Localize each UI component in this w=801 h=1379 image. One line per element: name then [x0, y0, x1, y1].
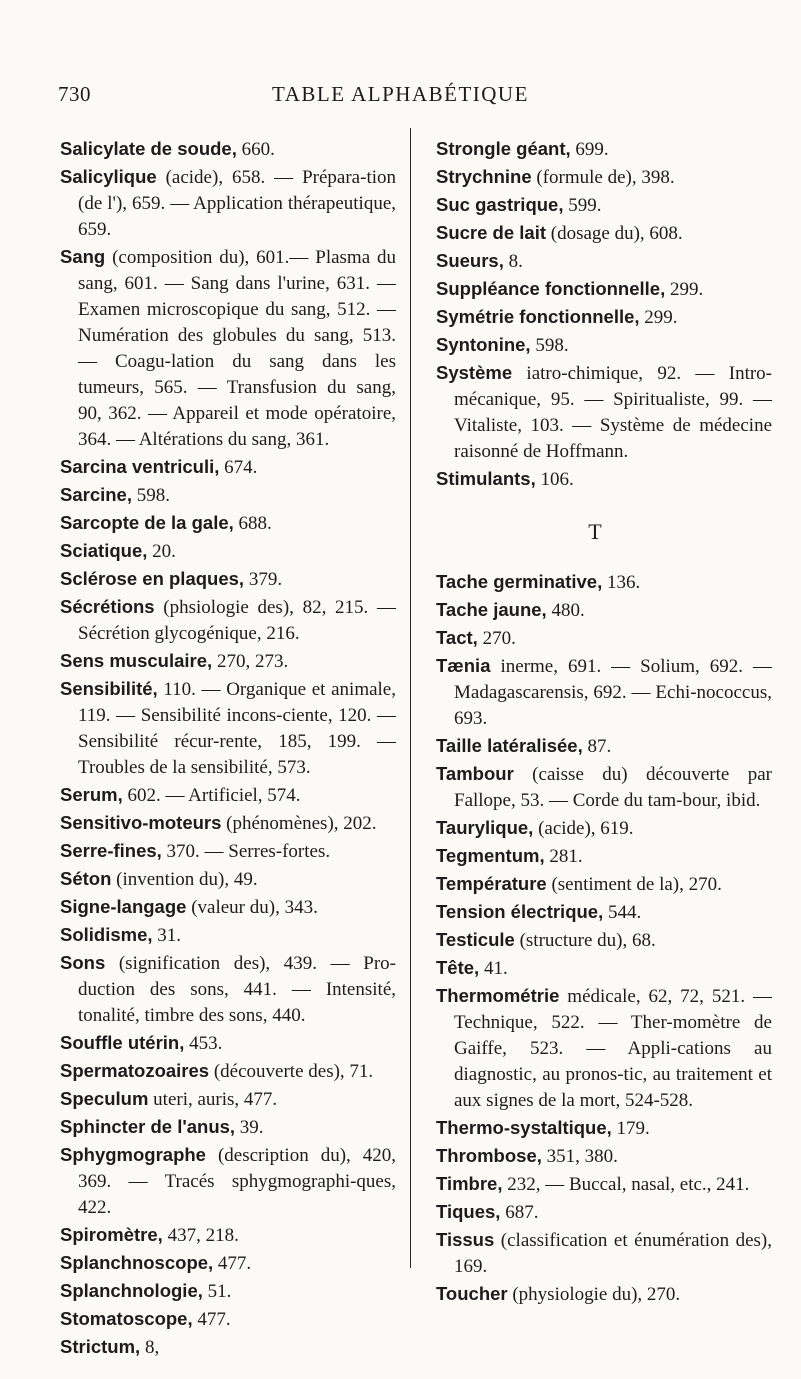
index-entry	[436, 192, 772, 219]
index-entry	[436, 304, 772, 331]
entry-text: (sentiment de la), 270.	[546, 874, 722, 895]
entry-headword: Sons	[60, 952, 106, 973]
entry-text: 136.	[602, 572, 641, 593]
entry-headword: Syntonine,	[436, 334, 531, 355]
entry-text: (description du), 420, 369. — Tracés sphygmographi-ques, 422.	[78, 1145, 396, 1218]
index-entry	[60, 482, 396, 509]
entry-text: (composition du), 601.— Plasma du sang, 601. — Sang dans l'urine, 631. — Examen microscopique du sang, 512. — Numération des globules du sang, 513. — Coagu-lation du sang dans les tumeurs, 565. — Transfusion du sang, 90, 362. — Appareil et mode opératoire, 364. — Altérations du sang, 361.	[78, 247, 396, 450]
entry-text: (structure du), 68.	[514, 930, 656, 951]
index-entry	[60, 922, 396, 949]
entry-headword: Suc gastrique,	[436, 194, 564, 215]
entry-headword: Taurylique,	[436, 817, 534, 838]
entry-text: (phsiologie des), 82, 215. — Sécrétion glycogénique, 216.	[78, 597, 396, 644]
entry-text: (signification des), 439. — Pro-duction des sons, 441. — Intensité, tonalité, timbre des sons, 440.	[78, 953, 396, 1026]
entry-text: 477.	[192, 1309, 231, 1330]
entry-headword: Sarcina ventriculi,	[60, 456, 220, 477]
entry-text: 699.	[570, 139, 609, 160]
entry-headword: Séton	[60, 868, 112, 889]
page-number: 730	[58, 82, 91, 106]
entry-headword: Tête,	[436, 957, 480, 978]
entry-text: 299.	[639, 307, 678, 328]
index-entry	[436, 1171, 772, 1198]
entry-text: 379.	[244, 569, 283, 590]
index-entry	[60, 244, 396, 453]
index-entry	[60, 676, 396, 781]
index-entry	[60, 1278, 396, 1305]
entry-headword: Signe-langage	[60, 896, 187, 917]
entry-headword: Testicule	[436, 929, 515, 950]
entry-headword: Spermatozoaires	[60, 1060, 210, 1081]
entry-text: 87.	[582, 736, 612, 757]
index-entry	[436, 276, 772, 303]
index-entry	[436, 733, 772, 760]
entry-text: 437, 218.	[162, 1225, 239, 1246]
index-entry	[60, 1222, 396, 1249]
entry-text: 351, 380.	[541, 1146, 618, 1167]
index-entry	[436, 1227, 772, 1280]
entry-text: 41.	[479, 958, 508, 979]
entry-text: 602. — Artificiel, 574.	[122, 785, 301, 806]
index-entry	[60, 866, 396, 893]
entry-text: 480.	[546, 600, 585, 621]
entry-headword: Sens musculaire,	[60, 650, 213, 671]
index-entry	[60, 1334, 396, 1361]
entry-headword: Tact,	[436, 627, 478, 648]
entry-headword: Température	[436, 873, 547, 894]
entry-headword: Solidisme,	[60, 924, 153, 945]
entry-text: (acide), 658. — Prépara-tion (de l'), 659. — Application thérapeutique, 659.	[78, 167, 396, 240]
index-entry	[436, 332, 772, 359]
entry-text: 544.	[603, 902, 642, 923]
index-entry	[60, 1250, 396, 1277]
entry-text: 660.	[236, 139, 275, 160]
index-entry	[436, 843, 772, 870]
entry-headword: Système	[436, 362, 513, 383]
entry-headword: Tache jaune,	[436, 599, 547, 620]
right-column	[436, 136, 772, 1309]
entry-headword: Strictum,	[60, 1336, 141, 1357]
entry-headword: Serre-fines,	[60, 840, 162, 861]
entry-text: 281.	[544, 846, 583, 867]
left-column	[60, 136, 396, 1362]
entry-text: 299.	[665, 279, 704, 300]
entry-text: inerme, 691. — Solium, 692. — Madagascarensis, 692. — Echi-nococcus, 693.	[454, 656, 772, 729]
entry-headword: Sclérose en plaques,	[60, 568, 245, 589]
entry-text: 31.	[152, 925, 182, 946]
index-entry	[60, 950, 396, 1029]
entry-text: iatro-chimique, 92. — Intro-mécanique, 95. — Spiritualiste, 99. — Vitaliste, 103. — Système de médecine raisonné de Hoffmann.	[454, 363, 772, 462]
index-entry	[60, 1142, 396, 1221]
index-entry	[436, 625, 772, 652]
entry-headword: Salicylate de soude,	[60, 138, 237, 159]
entry-text: (caisse du) découverte par Fallope, 53. — Corde du tam-bour, ibid.	[454, 764, 772, 811]
entry-headword: Tissus	[436, 1229, 495, 1250]
entry-headword: Sciatique,	[60, 540, 148, 561]
entry-headword: Stomatoscope,	[60, 1308, 193, 1329]
entry-text: 270.	[477, 628, 516, 649]
section-letter: T	[588, 519, 602, 544]
entry-headword: Symétrie fonctionnelle,	[436, 306, 640, 327]
index-entry	[436, 248, 772, 275]
index-entry	[436, 899, 772, 926]
entry-text: 674.	[219, 457, 258, 478]
entry-headword: Tiques,	[436, 1201, 501, 1222]
entry-headword: Strongle géant,	[436, 138, 571, 159]
column-divider	[410, 128, 411, 1268]
index-entry	[436, 1143, 772, 1170]
entry-text: 370. — Serres-fortes.	[161, 841, 331, 862]
entry-text: 270, 273.	[212, 651, 289, 672]
index-entry	[60, 454, 396, 481]
index-entry	[436, 466, 772, 493]
index-entry	[436, 653, 772, 732]
entry-headword: Suppléance fonctionnelle,	[436, 278, 666, 299]
entry-headword: Taille latéralisée,	[436, 735, 583, 756]
entry-text: (découverte des), 71.	[209, 1061, 374, 1082]
entry-headword: Splanchnologie,	[60, 1280, 203, 1301]
index-entry	[60, 1114, 396, 1141]
index-entry	[60, 1306, 396, 1333]
index-entry	[60, 594, 396, 647]
entry-text: 598.	[530, 335, 569, 356]
entry-headword: Timbre,	[436, 1173, 503, 1194]
entry-headword: Speculum	[60, 1088, 149, 1109]
index-entry	[436, 136, 772, 163]
entry-text: 687.	[500, 1202, 539, 1223]
entry-text: (valeur du), 343.	[186, 897, 318, 918]
index-entry	[436, 164, 772, 191]
index-entry	[60, 648, 396, 675]
entry-headword: Tension électrique,	[436, 901, 604, 922]
entry-text: 39.	[235, 1117, 264, 1138]
entry-headword: Thrombose,	[436, 1145, 542, 1166]
index-entry	[436, 1281, 772, 1308]
index-entry	[436, 1115, 772, 1142]
entry-headword: Tegmentum,	[436, 845, 545, 866]
index-entry	[60, 136, 396, 163]
entry-headword: Souffle utérin,	[60, 1032, 185, 1053]
index-entry	[60, 566, 396, 593]
entry-headword: Sueurs,	[436, 250, 504, 271]
entry-headword: Sécrétions	[60, 596, 155, 617]
entry-text: (invention du), 49.	[111, 869, 258, 890]
entry-headword: Thermo-systaltique,	[436, 1117, 612, 1138]
index-entry	[60, 1030, 396, 1057]
entry-headword: Sensibilité,	[60, 678, 158, 699]
entry-headword: Tænia	[436, 655, 491, 676]
index-entry	[436, 597, 772, 624]
index-entry	[436, 815, 772, 842]
index-entry	[60, 164, 396, 243]
entry-headword: Serum,	[60, 784, 123, 805]
entry-text: (formule de), 398.	[531, 167, 675, 188]
index-entry	[436, 761, 772, 814]
entry-text: (acide), 619.	[533, 818, 634, 839]
entry-text: 8,	[140, 1337, 160, 1358]
entry-headword: Sensitivo-moteurs	[60, 812, 222, 833]
entry-text: 106.	[535, 469, 574, 490]
index-entry	[60, 894, 396, 921]
index-entry	[60, 510, 396, 537]
entry-headword: Tambour	[436, 763, 514, 784]
page-header	[0, 82, 801, 112]
index-entry	[60, 1058, 396, 1085]
entry-headword: Salicylique	[60, 166, 157, 187]
entry-headword: Strychnine	[436, 166, 532, 187]
entry-text: (phénomènes), 202.	[221, 813, 377, 834]
index-entry	[436, 360, 772, 465]
entry-text: (classification et énumération des), 169.	[454, 1230, 772, 1277]
entry-headword: Stimulants,	[436, 468, 536, 489]
index-entry	[60, 810, 396, 837]
entry-text: 598.	[132, 485, 170, 506]
entry-text: 20.	[147, 541, 176, 562]
entry-headword: Thermométrie	[436, 985, 560, 1006]
index-entry	[436, 955, 772, 982]
entry-text: 599.	[563, 195, 602, 216]
entry-text: 179.	[611, 1118, 650, 1139]
entry-text: 110. — Organique et animale, 119. — Sensibilité incons-ciente, 120. — Sensibilité récur-rente, 185, 199. — Troubles de la sensibilité, 573.	[78, 679, 396, 778]
entry-headword: Sarcopte de la gale,	[60, 512, 234, 533]
entry-headword: Sang	[60, 246, 106, 267]
entry-text: 477.	[213, 1253, 252, 1274]
entry-headword: Spiromètre,	[60, 1224, 163, 1245]
entry-text: 453.	[184, 1033, 223, 1054]
entry-text: 688.	[233, 513, 272, 534]
entry-text: uteri, auris, 477.	[148, 1089, 278, 1110]
entry-headword: Sucre de lait	[436, 222, 547, 243]
running-title: TABLE ALPHABÉTIQUE	[272, 82, 529, 106]
index-entry	[436, 871, 772, 898]
entry-headword: Sarcine,	[60, 484, 132, 505]
index-entry	[436, 927, 772, 954]
entry-headword: Tache germinative,	[436, 571, 603, 592]
entry-text: (dosage du), 608.	[546, 223, 683, 244]
entry-text: 51.	[202, 1281, 232, 1302]
index-entry	[436, 983, 772, 1114]
index-entry	[436, 1199, 772, 1226]
index-entry	[60, 1086, 396, 1113]
entry-text: (physiologie du), 270.	[507, 1284, 681, 1305]
index-entry	[60, 538, 396, 565]
index-entry	[60, 838, 396, 865]
entry-headword: Splanchnoscope,	[60, 1252, 214, 1273]
index-entry	[436, 569, 772, 596]
entry-text: 232, — Buccal, nasal, etc., 241.	[502, 1174, 750, 1195]
index-entry	[436, 220, 772, 247]
entry-headword: Sphygmographe	[60, 1144, 206, 1165]
entry-text: médicale, 62, 72, 521. — Technique, 522. — Ther-momètre de Gaiffe, 523. — Appli-cations au diagnostic, au pronos-tic, au traitement et aux signes de la mort, 524-528.	[454, 986, 772, 1111]
entry-headword: Sphincter de l'anus,	[60, 1116, 236, 1137]
entry-text: 8.	[503, 251, 523, 272]
index-entry	[60, 782, 396, 809]
entry-headword: Toucher	[436, 1283, 508, 1304]
